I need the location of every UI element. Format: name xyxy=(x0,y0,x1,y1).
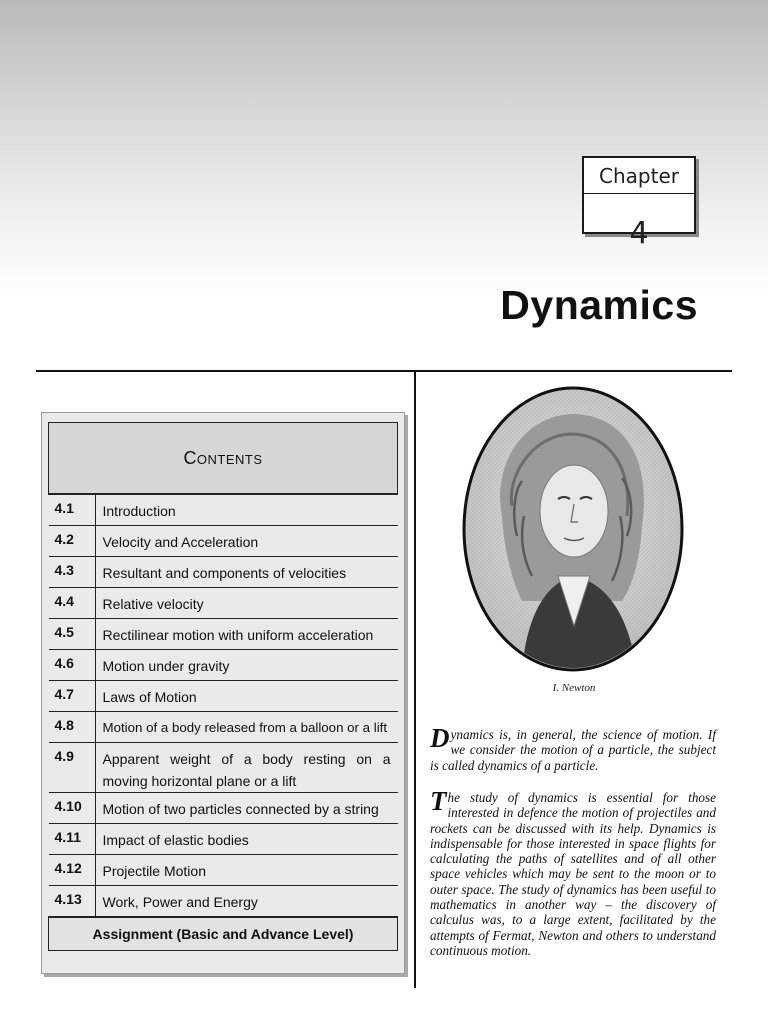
contents-row[interactable] xyxy=(49,743,398,793)
section-title: Laws of Motion xyxy=(95,681,398,712)
section-title: Apparent weight of a body resting on a moving horizontal plane or a lift xyxy=(95,743,398,793)
section-title: Projectile Motion xyxy=(95,855,398,886)
assignment-label: Assignment (Basic and Advance Level) xyxy=(49,917,398,951)
section-number: 4.2 xyxy=(49,526,96,557)
section-number: 4.12 xyxy=(49,855,96,886)
newton-portrait xyxy=(462,386,684,672)
page-title: Dynamics xyxy=(500,282,698,328)
chapter-divider xyxy=(584,193,694,194)
intro-paragraph xyxy=(430,723,716,773)
contents-row[interactable] xyxy=(49,557,398,588)
section-number: 4.9 xyxy=(49,743,96,793)
section-number: 4.5 xyxy=(49,619,96,650)
assignment-row[interactable] xyxy=(49,917,398,951)
chapter-number: 4 xyxy=(629,216,649,251)
horizontal-rule xyxy=(36,370,732,372)
contents-row[interactable] xyxy=(49,650,398,681)
section-number: 4.11 xyxy=(49,824,96,855)
contents-table xyxy=(48,422,398,951)
portrait-caption: I. Newton xyxy=(552,682,596,694)
contents-heading: Contents xyxy=(49,423,398,495)
section-title: Introduction xyxy=(95,494,398,526)
study-paragraph xyxy=(430,786,716,958)
dropcap-letter: D xyxy=(430,723,450,753)
section-title: Velocity and Acceleration xyxy=(95,526,398,557)
dropcap-letter: T xyxy=(430,786,447,816)
section-title: Motion under gravity xyxy=(95,650,398,681)
contents-row[interactable] xyxy=(49,526,398,557)
contents-row[interactable] xyxy=(49,494,398,526)
contents-row[interactable] xyxy=(49,824,398,855)
section-number: 4.10 xyxy=(49,793,96,824)
section-title: Resultant and components of velocities xyxy=(95,557,398,588)
section-number: 4.8 xyxy=(49,712,96,743)
contents-row[interactable] xyxy=(49,793,398,824)
contents-row[interactable] xyxy=(49,619,398,650)
contents-row[interactable] xyxy=(49,712,398,743)
chapter-box xyxy=(582,156,696,251)
contents-row[interactable] xyxy=(49,886,398,918)
section-title: Rectilinear motion with uniform acceleration xyxy=(95,619,398,650)
vertical-rule xyxy=(414,370,416,988)
section-number: 4.1 xyxy=(49,494,96,526)
section-number: 4.13 xyxy=(49,886,96,918)
section-title: Relative velocity xyxy=(95,588,398,619)
section-title: Motion of two particles connected by a string xyxy=(95,793,398,824)
section-number: 4.6 xyxy=(49,650,96,681)
contents-row[interactable] xyxy=(49,681,398,712)
contents-panel xyxy=(41,412,405,974)
section-title: Work, Power and Energy xyxy=(95,886,398,918)
section-title: Impact of elastic bodies xyxy=(95,824,398,855)
chapter-label: Chapter xyxy=(599,164,679,188)
section-title: Motion of a body released from a balloon or a lift xyxy=(95,712,398,743)
paragraph-text: he study of dynamics is essential for those interested in defence the motion of projectiles and rockets can be discussed with its help. Dynamics is indispensable for those interested in space flights for calculating the paths of satellites and of all other space vehicles which may be sent to the moon or to outer space. The study of dynamics has been useful to mathematics in another way – the discovery of calculus was, to a large extent, facilitated by the attempts of Fermat, Newton and others to understand continuous motion. xyxy=(430,790,716,958)
section-number: 4.7 xyxy=(49,681,96,712)
contents-row[interactable] xyxy=(49,588,398,619)
section-number: 4.4 xyxy=(49,588,96,619)
header-gradient-band xyxy=(0,0,768,300)
section-number: 4.3 xyxy=(49,557,96,588)
contents-row[interactable] xyxy=(49,855,398,886)
paragraph-text: ynamics is, in general, the science of motion. If we consider the motion of a particle, the subject is called dynamics of a particle. xyxy=(430,727,716,773)
